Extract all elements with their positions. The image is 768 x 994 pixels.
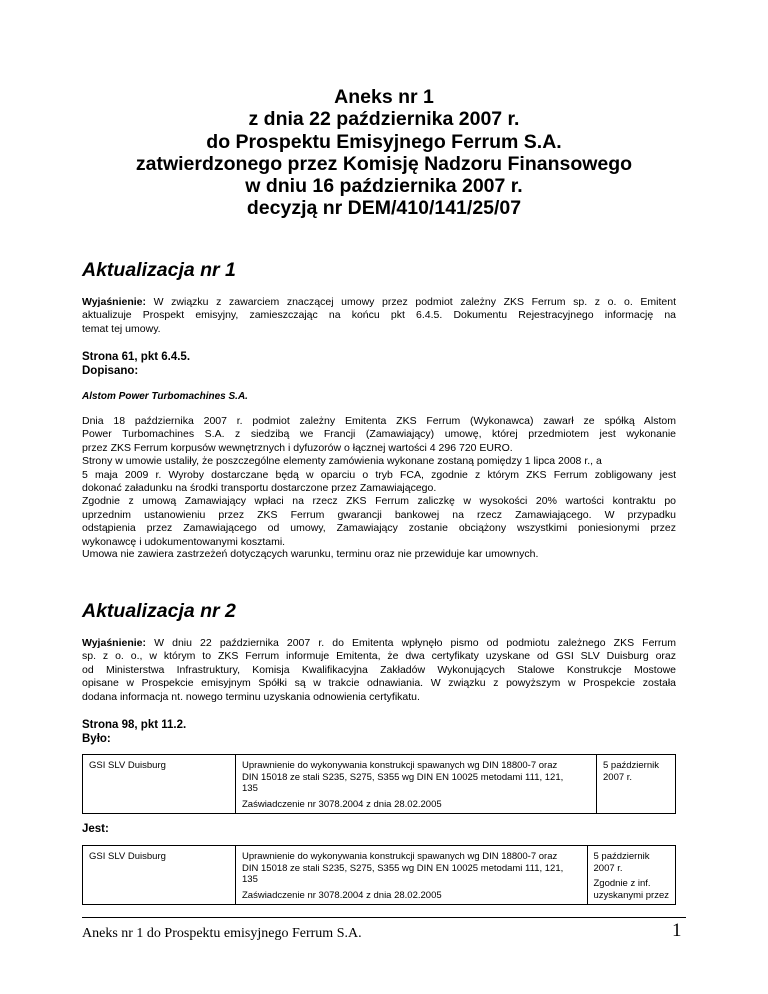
date-cell: 5 październik 2007 r. Zgodnie z inf. uzyskanymi przez	[587, 846, 676, 905]
date-note: uzyskanymi przez	[593, 889, 669, 901]
certificate-number: Zaświadczenie nr 3078.2004 z dnia 28.02.2005	[242, 889, 442, 901]
title-line: do Prospektu Emisyjnego Ferrum S.A.	[206, 130, 562, 153]
certificate-number: Zaświadczenie nr 3078.2004 z dnia 28.02.2005	[242, 798, 442, 810]
issuer-cell: GSI SLV Duisburg	[83, 846, 236, 905]
update-2-page-ref: Strona 98, pkt 11.2.	[82, 719, 187, 731]
description-cell: Uprawnienie do wykonywania konstrukcji spawanych wg DIN 18800-7 oraz DIN 15018 ze stali S235, S275, S355 wg DIN EN 10025 metodami 111, 121, 135 Zaświadczenie nr 3078.2004 z dnia 28.02.2005	[236, 846, 588, 905]
document-title	[60, 86, 708, 220]
contract-description: Dnia 18 października 2007 r. podmiot zależny Emitenta ZKS Ferrum (Wykonawca) zawarł ze spółką Alstom Power Turbomachines S.A. z siedzibą we Francji (Zamawiający) umowę, której przedmiotem jest wykonanie przez ZKS Ferrum korpusów wewnętrznych i dyfuzorów o łącznej wartości 4 296 720 EURO. Strony w umowie ustaliły, że poszczególne elementy zamówienia wykonane zostaną pomiędzy 1 lipca 2008 r., a 5 maja 2009 r. Wyroby dostarczane będą w oparciu o tryb FCA, zgodnie z którym ZKS Ferrum zobligowany jest dokonać załadunku na środki transportu dostarczone przez Zamawiającego. Zgodnie z umową Zamawiający wpłaci na rzecz ZKS Ferrum zaliczkę w wysokości 20% wartości kontraktu po uprzednim ustanowieniu przez ZKS Ferrum gwarancji bankowej na rzecz Zamawiającego. W przypadku odstąpienia przez Zamawiającego od umowy, Zamawiający zostanie obciążony wszystkimi poniesionymi przez wykonawcę i udokumentowanymi kosztami.	[82, 415, 676, 548]
update-1-explanation: Wyjaśnienie: W związku z zawarciem znaczącej umowy przez podmiot zależny ZKS Ferrum sp. z o. o. Emitent aktualizuje Prospekt emisyjny, zamieszczając na końcu pkt 6.4.5. Dokumentu Rejestracyjnego informację na temat tej umowy.	[82, 296, 676, 335]
was-label: Było:	[82, 733, 111, 745]
issuer-cell: GSI SLV Duisburg	[83, 755, 236, 814]
title-line: zatwierdzonego przez Komisję Nadzoru Finansowego	[135, 152, 633, 175]
now-label: Jest:	[82, 823, 109, 835]
table-row	[83, 755, 676, 814]
section-heading-update-2: Aktualizacja nr 2	[82, 600, 236, 622]
title-line: z dnia 22 października 2007 r.	[248, 108, 520, 131]
update-2-explanation: Wyjaśnienie: W dniu 22 października 2007 r. do Emitenta wpłynęło pismo od podmiotu zależnego ZKS Ferrum sp. z o. o., w którym to ZKS Ferrum informuje Emitenta, że dwa certyfikaty uzyskane od GSI SLV Duisburg oraz od Ministerstwa Infrastruktury, Komisja Kwalifikacyjna Zakładów Wykonujących Stalowe Konstrukcje Mostowe opisane w Prospekcie emisyjnym Spółki są w trakcie odnawiania. W związku z powyższym w Prospekcie została dodana informacja nt. nowego terminu uzyskania odnowienia certyfikatu.	[82, 637, 677, 703]
explanation-label: Wyjaśnienie:	[82, 296, 146, 308]
title-line: decyzją nr DEM/410/141/25/07	[246, 197, 522, 220]
certificate-table-after	[82, 845, 676, 905]
added-label: Dopisano:	[82, 365, 139, 377]
explanation-label: Wyjaśnienie:	[82, 637, 146, 649]
update-1-page-ref: Strona 61, pkt 6.4.5.	[82, 351, 191, 363]
title-line: Aneks nr 1	[334, 86, 434, 108]
contract-closing-note: Umowa nie zawiera zastrzeżeń dotyczących warunku, terminu oraz nie przewiduje kar umownych.	[82, 548, 539, 560]
footer-divider	[82, 917, 686, 918]
title-line: w dniu 16 października 2007 r.	[245, 175, 523, 198]
page-number: 1	[672, 920, 682, 941]
certificate-table-before	[82, 754, 676, 814]
date-cell: 5 październik 2007 r.	[597, 755, 676, 814]
section-heading-update-1: Aktualizacja nr 1	[82, 259, 236, 281]
footer-text: Aneks nr 1 do Prospektu emisyjnego Ferrum S.A.	[82, 926, 362, 941]
date-note: Zgodnie z inf.	[593, 878, 651, 890]
description-cell: Uprawnienie do wykonywania konstrukcji spawanych wg DIN 18800-7 oraz DIN 15018 ze stali S235, S275, S355 wg DIN EN 10025 metodami 111, 121, 135 Zaświadczenie nr 3078.2004 z dnia 28.02.2005	[236, 755, 597, 814]
company-name: Alstom Power Turbomachines S.A.	[82, 391, 248, 402]
table-row	[83, 846, 676, 905]
